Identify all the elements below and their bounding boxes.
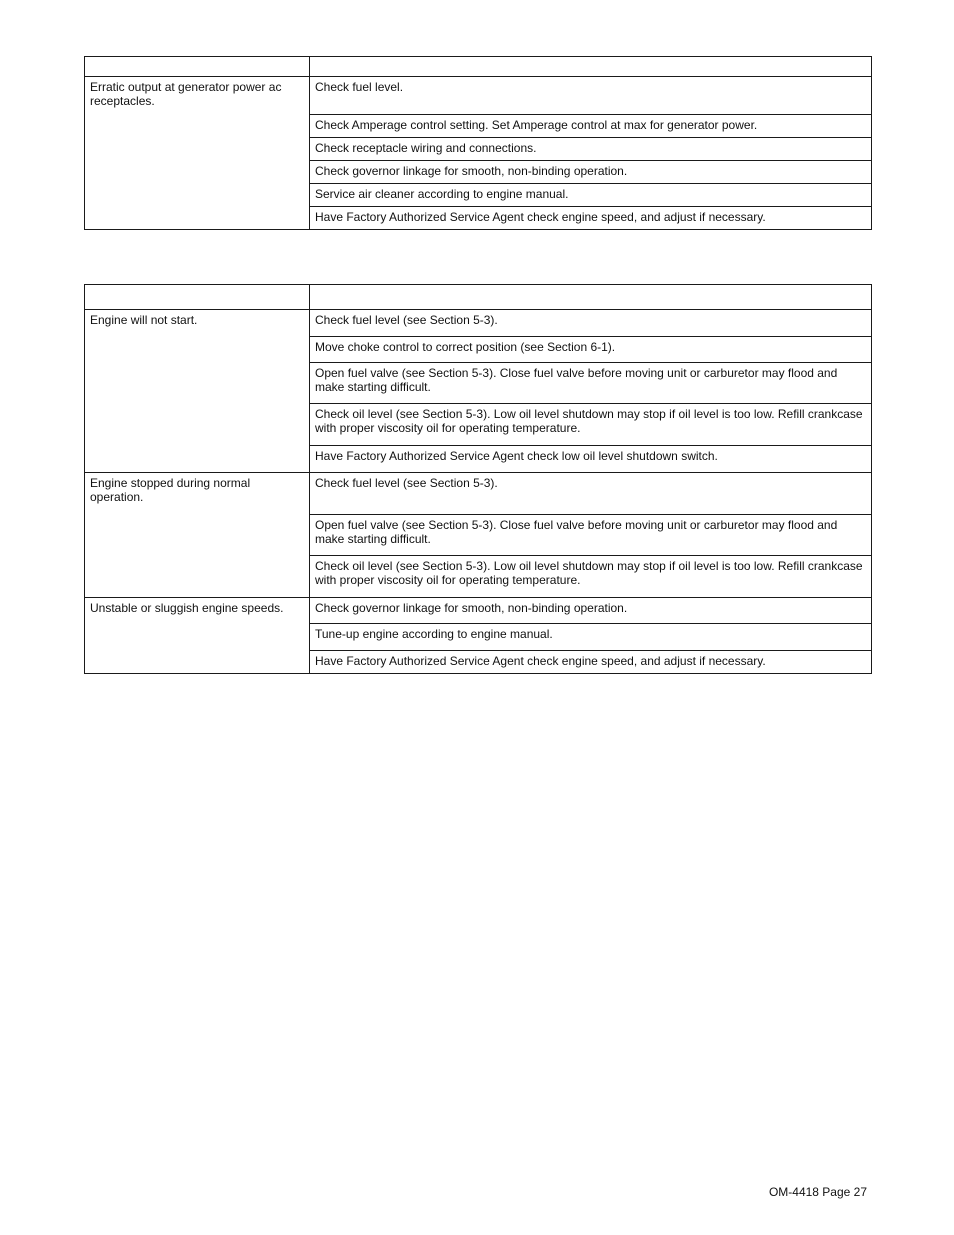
table-header-row [85, 285, 872, 310]
remedy-cell: Check governor linkage for smooth, non-binding operation. [310, 161, 872, 184]
problem-cell: Erratic output at generator power ac receptacles. [85, 77, 310, 230]
remedy-cell: Check oil level (see Section 5-3). Low oil level shutdown may stop if oil level is too low. Refill crankcase with proper viscosity oil for operating temperature. [310, 404, 872, 446]
header-cell-remedy [310, 285, 872, 310]
generator-troubleshooting-table [84, 56, 872, 230]
remedy-cell: Move choke control to correct position (see Section 6-1). [310, 337, 872, 363]
table-row [85, 310, 872, 337]
problem-cell: Engine will not start. [85, 310, 310, 473]
table-row [85, 598, 872, 624]
table-row [85, 473, 872, 515]
header-cell-problem [85, 285, 310, 310]
remedy-cell: Have Factory Authorized Service Agent check low oil level shutdown switch. [310, 446, 872, 473]
remedy-cell: Check governor linkage for smooth, non-binding operation. [310, 598, 872, 624]
table-header-row [85, 57, 872, 77]
remedy-cell: Open fuel valve (see Section 5-3). Close fuel valve before moving unit or carburetor may flood and make starting difficult. [310, 515, 872, 556]
remedy-cell: Tune-up engine according to engine manual. [310, 624, 872, 651]
table-row [85, 77, 872, 115]
header-cell-remedy [310, 57, 872, 77]
remedy-cell: Check receptacle wiring and connections. [310, 138, 872, 161]
page-footer: OM-4418 Page 27 [768, 1185, 867, 1199]
remedy-cell: Check fuel level (see Section 5-3). [310, 473, 872, 515]
remedy-cell: Service air cleaner according to engine manual. [310, 184, 872, 207]
header-cell-problem [85, 57, 310, 77]
remedy-cell: Have Factory Authorized Service Agent check engine speed, and adjust if necessary. [310, 651, 872, 674]
problem-cell: Unstable or sluggish engine speeds. [85, 598, 310, 674]
engine-troubleshooting-table [84, 284, 872, 674]
remedy-cell: Open fuel valve (see Section 5-3). Close fuel valve before moving unit or carburetor may flood and make starting difficult. [310, 363, 872, 404]
remedy-cell: Check oil level (see Section 5-3). Low oil level shutdown may stop if oil level is too low. Refill crankcase with proper viscosity oil for operating temperature. [310, 556, 872, 598]
remedy-cell: Check fuel level (see Section 5-3). [310, 310, 872, 337]
remedy-cell: Check fuel level. [310, 77, 872, 115]
remedy-cell: Have Factory Authorized Service Agent check engine speed, and adjust if necessary. [310, 207, 872, 230]
problem-cell: Engine stopped during normal operation. [85, 473, 310, 598]
remedy-cell: Check Amperage control setting. Set Amperage control at max for generator power. [310, 115, 872, 138]
